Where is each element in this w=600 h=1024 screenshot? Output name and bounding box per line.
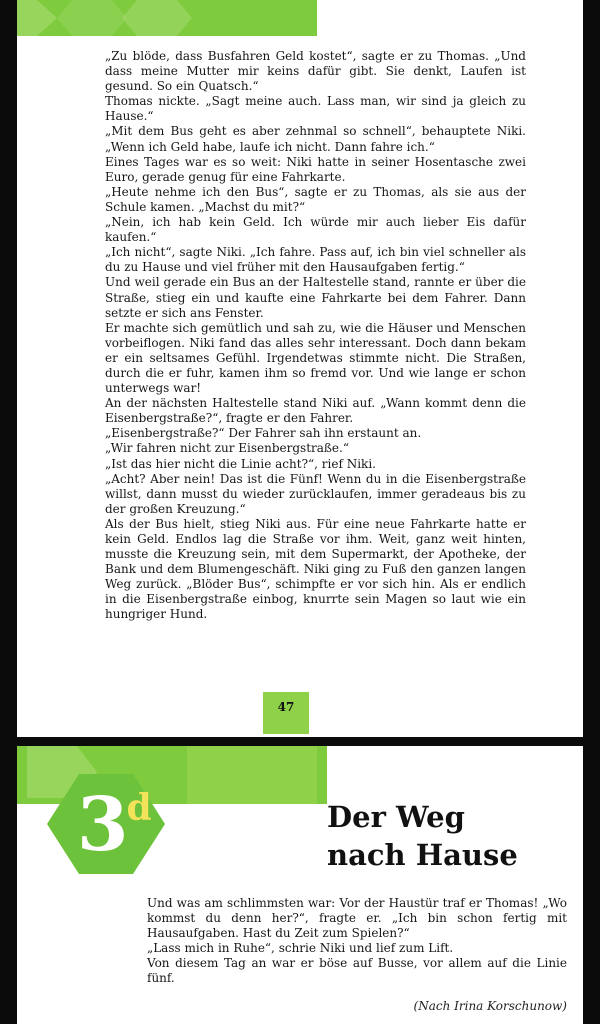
paragraph: Er machte sich gemütlich und sah zu, wie die Häuser und Menschen vorbeiflogen. Niki fand das alles sehr interessant. Doch dann bekam er ein seltsames Gefühl. Irgendetwas stimmte nicht. Die Straßen, durch die er fuhr, kamen ihm so fremd vor. Und wie lange er schon unterwegs war!	[105, 320, 526, 396]
paragraph: „Zu blöde, dass Busfahren Geld kostet“, sagte er zu Thomas. „Und dass meine Mutter mir keins dafür gibt. Sie denkt, Laufen ist gesund. So ein Quatsch.“	[105, 49, 526, 94]
chapter-number: 3	[77, 782, 129, 868]
paragraph: „Acht? Aber nein! Das ist die Fünf! Wenn du in die Eisenbergstraße willst, dann musst du wieder zurücklaufen, immer geradeaus bis zu der großen Kreuzung.“	[105, 471, 526, 516]
paragraph: „Nein, ich hab kein Geld. Ich würde mir auch lieber Eis dafür kaufen.“	[105, 215, 526, 245]
book-page-chapter-3d	[17, 746, 583, 1024]
source-attribution: (Nach Irina Korschunow)	[413, 999, 567, 1013]
story-text-chapter-3d	[147, 896, 567, 987]
paragraph: Von diesem Tag an war er böse auf Busse, vor allem auf die Linie fünf.	[147, 956, 567, 986]
paragraph: „Wir fahren nicht zur Eisenbergstraße.“	[105, 441, 349, 456]
paragraph: Und was am schlimmsten war: Vor der Haustür traf er Thomas! „Wo kommst du denn her?“, fragte er. „Ich bin schon fertig mit Hausaufgaben. Hast du Zeit zum Spielen?“	[147, 896, 567, 941]
paragraph: „Heute nehme ich den Bus“, sagte er zu Thomas, als sie aus der Schule kamen. „Machst du mit?“	[105, 184, 526, 214]
chapter-letter: d	[126, 787, 152, 829]
story-text-page-47	[105, 49, 526, 623]
paragraph: Eines Tages war es so weit: Niki hatte in seiner Hosentasche zwei Euro, gerade genug für eine Fahrkarte.	[105, 154, 526, 184]
chapter-title-line-2: nach Hause	[327, 838, 518, 872]
chapter-hexagon-decoration	[17, 746, 327, 886]
paragraph: An der nächsten Haltestelle stand Niki auf. „Wann kommt denn die Eisenbergstraße?“, fragte er den Fahrer.	[105, 396, 526, 426]
paragraph: Und weil gerade ein Bus an der Haltestelle stand, rannte er über die Straße, stieg ein und kaufte eine Fahrkarte bei dem Fahrer. Dann setzte er sich ans Fenster.	[105, 275, 526, 320]
header-hexagon-decoration	[17, 0, 317, 40]
paragraph: „Lass mich in Ruhe“, schrie Niki und lief zum Lift.	[147, 941, 454, 956]
paragraph: Als der Bus hielt, stieg Niki aus. Für eine neue Fahrkarte hatte er kein Geld. Endlos lag die Straße vor ihm. Weit, ganz weit hinten, musste die Kreuzung sein, mit dem Supermarkt, der Apotheke, der Bank und dem Blumengeschäft. Niki ging zu Fuß den ganzen langen Weg zurück. „Blöder Bus“, schimpfte er vor sich hin. Als er endlich in die Eisenbergstraße einbog, knurrte sein Magen so laut wie ein hungriger Hund.	[105, 516, 526, 622]
page-number: 47	[263, 692, 309, 734]
chapter-number-badge	[77, 782, 154, 868]
paragraph: „Mit dem Bus geht es aber zehnmal so schnell“, behauptete Niki. „Wenn ich Geld habe, laufe ich nicht. Dann fahre ich.“	[105, 124, 526, 154]
paragraph: „Ich nicht“, sagte Niki. „Ich fahre. Pass auf, ich bin viel schneller als du zu Hause und viel früher mit den Hausaufgaben fertig.“	[105, 245, 526, 275]
book-page-47	[17, 0, 583, 737]
paragraph: „Eisenbergstraße?“ Der Fahrer sah ihn erstaunt an.	[105, 426, 422, 441]
paragraph: Thomas nickte. „Sagt meine auch. Lass man, wir sind ja gleich zu Hause.“	[105, 94, 526, 124]
paragraph: „Ist das hier nicht die Linie acht?“, rief Niki.	[105, 456, 376, 471]
chapter-title-line-1: Der Weg	[327, 800, 465, 834]
chapter-title	[327, 798, 518, 874]
